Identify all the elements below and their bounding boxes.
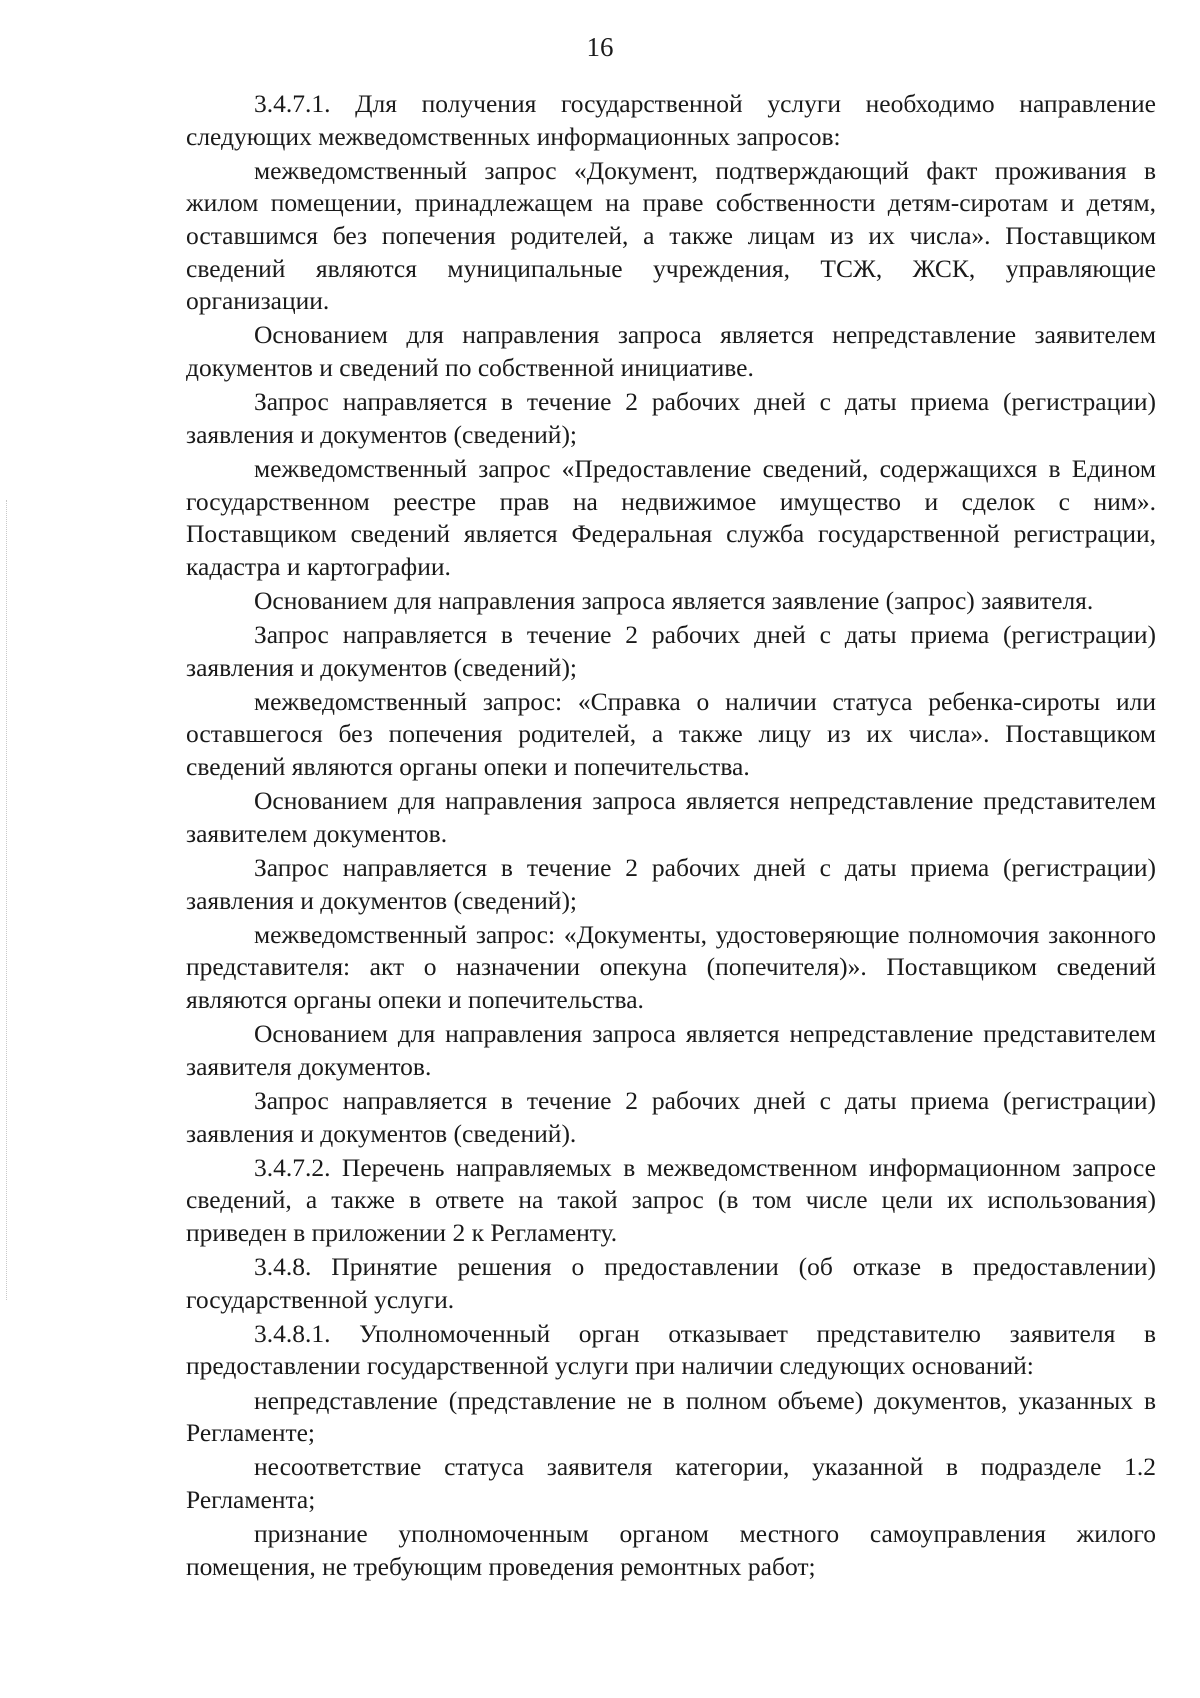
paragraph: Запрос направляется в течение 2 рабочих дней с даты приема (регистрации) заявления и документов (сведений); bbox=[186, 620, 1156, 682]
paragraph: 3.4.7.1. Для получения государственной услуги необходимо направление следующих межведомственных информационных запросов: bbox=[186, 89, 1156, 151]
paragraph: межведомственный запрос: «Документы, удостоверяющие полномочия законного представителя: акт о назначении опекуна (попечителя)». Поставщиком сведений являются органы опеки и попечительства. bbox=[186, 919, 1156, 1014]
paragraph: несоответствие статуса заявителя категории, указанной в подразделе 1.2 Регламента; bbox=[186, 1452, 1156, 1515]
paragraph: Запрос направляется в течение 2 рабочих дней с даты приема (регистрации) заявления и документов (сведений). bbox=[186, 1085, 1156, 1148]
document-body bbox=[186, 88, 1156, 1585]
paragraph: Основанием для направления запроса является непредставление заявителем документов и сведений по собственной инициативе. bbox=[186, 320, 1156, 382]
paragraph: признание уполномоченным органом местного самоуправления жилого помещения, не требующим проведения ремонтных работ; bbox=[186, 1519, 1156, 1581]
paragraph: Основанием для направления запроса является непредставление представителем заявителя документов. bbox=[186, 1019, 1156, 1081]
paragraph: межведомственный запрос «Предоставление сведений, содержащихся в Едином государственном реестре прав на недвижимое имущество и сделок с ним». Поставщиком сведений является Федеральная служба государственной регистрации, кадастра и картографии. bbox=[186, 453, 1156, 581]
paragraph: межведомственный запрос: «Справка о наличии статуса ребенка-сироты или оставшегося без попечения родителей, а также лицу из их числа». Поставщиком сведений являются органы опеки и попечительства. bbox=[186, 686, 1156, 782]
paragraph: межведомственный запрос «Документ, подтверждающий факт проживания в жилом помещении, принадлежащем на праве собственности детям-сиротам и детям, оставшимся без попечения родителей, а также лицам из их числа». Поставщиком сведений являются муниципальные учреждения, ТСЖ, ЖСК, управляющие организации. bbox=[186, 155, 1156, 316]
paragraph: Запрос направляется в течение 2 рабочих дней с даты приема (регистрации) заявления и документов (сведений); bbox=[186, 853, 1156, 915]
page-number: 16 bbox=[586, 32, 614, 62]
paragraph: Основанием для направления запроса является непредставление представителем заявителем документов. bbox=[186, 786, 1156, 848]
paragraph: непредставление (представление не в полном объеме) документов, указанных в Регламенте; bbox=[186, 1385, 1156, 1448]
paragraph: 3.4.7.2. Перечень направляемых в межведомственном информационном запросе сведений, а также в ответе на такой запрос (в том числе цели их использования) приведен в приложении 2 к Регламенту. bbox=[186, 1152, 1156, 1247]
paragraph: Основанием для направления запроса является заявление (запрос) заявителя. bbox=[254, 585, 1094, 615]
paragraph: 3.4.8.1. Уполномоченный орган отказывает представителю заявителя в предоставлении государственной услуги при наличии следующих оснований: bbox=[186, 1318, 1156, 1381]
paragraph: Запрос направляется в течение 2 рабочих дней с даты приема (регистрации) заявления и документов (сведений); bbox=[186, 387, 1156, 449]
scan-margin-artifact bbox=[6, 500, 11, 1300]
paragraph: 3.4.8. Принятие решения о предоставлении (об отказе в предоставлении) государственной услуги. bbox=[186, 1252, 1156, 1314]
